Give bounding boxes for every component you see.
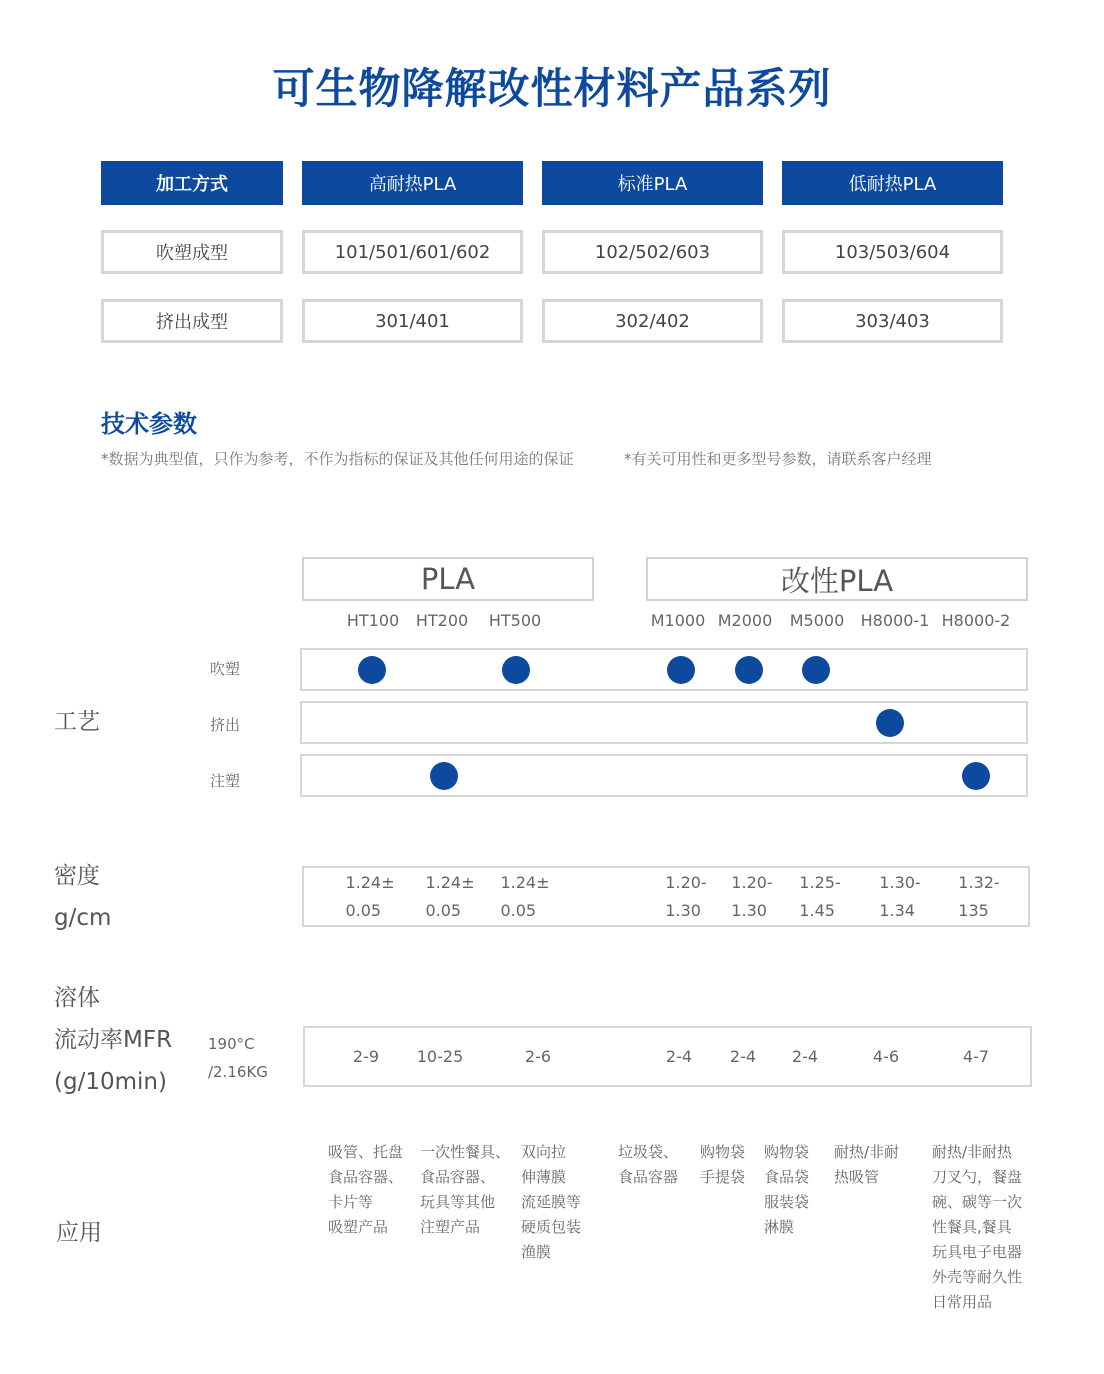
density-value [879, 869, 920, 925]
density-value-line: 1.45 [799, 901, 835, 920]
grid-row-label-blow: 吹塑成型 [101, 230, 283, 274]
grid-row-label-extrude: 挤出成型 [101, 299, 283, 343]
application-line: 购物袋 [764, 1143, 810, 1161]
application-line: 性餐具,餐具 [932, 1218, 1012, 1236]
process-mark-dot [667, 656, 695, 684]
density-value-line: 1.30 [731, 901, 767, 920]
density-unit: g/cm [54, 905, 112, 931]
application-line: 热吸管 [834, 1168, 880, 1186]
process-mark-dot [876, 709, 904, 737]
application-label: 应用 [56, 1220, 102, 1246]
application-line: 刀叉勺，餐盘 [932, 1168, 1023, 1186]
density-value-line: 1.32- [958, 873, 1000, 892]
product-name: HT200 [415, 611, 469, 630]
application-line: 外壳等耐久性 [932, 1268, 1023, 1286]
density-value-line: 0.05 [345, 901, 382, 920]
application-line: 耐热/非耐热 [932, 1143, 1013, 1161]
grid-cell: 303/403 [782, 299, 1003, 343]
process-row-label-inject: 注塑 [210, 772, 241, 790]
application-line: 卡片等 [328, 1193, 374, 1211]
grid-header-standard: 标准PLA [542, 161, 763, 205]
mfr-value: 2-4 [791, 1047, 819, 1066]
application-column [834, 1140, 899, 1190]
application-line: 渔膜 [521, 1243, 552, 1261]
application-line: 日常用品 [932, 1293, 993, 1311]
mfr-condition-temp: 190°C [208, 1035, 255, 1053]
process-row-inject [300, 754, 1028, 797]
grid-header-low-heat: 低耐热PLA [782, 161, 1003, 205]
density-value-line: 0.05 [500, 901, 537, 920]
application-line: 淋膜 [764, 1218, 795, 1236]
application-line: 垃圾袋、 [618, 1143, 679, 1161]
mfr-value: 4-6 [872, 1047, 900, 1066]
density-value [425, 869, 474, 925]
group-header-modified-pla: 改性PLA [646, 557, 1028, 601]
product-name: H8000-2 [941, 611, 1011, 630]
process-mark-dot [735, 656, 763, 684]
product-name: HT500 [488, 611, 542, 630]
grid-cell: 103/503/604 [782, 230, 1003, 274]
process-row-label-extrude: 挤出 [210, 716, 241, 734]
application-line: 食品容器 [618, 1168, 679, 1186]
grid-cell: 302/402 [542, 299, 763, 343]
density-value [958, 869, 999, 925]
application-line: 购物袋 [700, 1143, 746, 1161]
mfr-value: 10-25 [416, 1047, 464, 1066]
process-mark-dot [962, 762, 990, 790]
mfr-value: 2-4 [665, 1047, 693, 1066]
density-value-line: 1.24± [425, 873, 475, 892]
grid-cell: 102/502/603 [542, 230, 763, 274]
density-value [345, 869, 394, 925]
application-line: 伸薄膜 [521, 1168, 567, 1186]
density-value-line: 1.30- [879, 873, 921, 892]
grid-header-high-heat: 高耐热PLA [302, 161, 523, 205]
page-title: 可生物降解改性材料产品系列 [272, 64, 832, 113]
application-column [521, 1140, 581, 1265]
application-line: 吸塑产品 [328, 1218, 389, 1236]
application-line: 服装袋 [764, 1193, 810, 1211]
application-column [764, 1140, 809, 1240]
application-line: 食品袋 [764, 1168, 810, 1186]
product-name: HT100 [346, 611, 400, 630]
application-line: 双向拉 [521, 1143, 567, 1161]
density-label: 密度 [54, 863, 100, 889]
application-line: 碗、碳等一次 [932, 1193, 1023, 1211]
application-line: 一次性餐具、 [420, 1143, 511, 1161]
mfr-condition [208, 1030, 268, 1086]
process-mark-dot [430, 762, 458, 790]
mfr-value: 4-7 [962, 1047, 990, 1066]
tech-section-title: 技术参数 [101, 410, 197, 438]
process-mark-dot [802, 656, 830, 684]
product-name: M2000 [717, 611, 773, 630]
tech-note-typical: *数据为典型值，只作为参考，不作为指标的保证及其他任何用途的保证 [101, 450, 574, 468]
density-value-line: 1.25- [799, 873, 841, 892]
process-label: 工艺 [54, 709, 100, 735]
application-line: 硬质包装 [521, 1218, 582, 1236]
mfr-label-line2: 流动率MFR [54, 1027, 173, 1053]
application-line: 耐热/非耐 [834, 1143, 900, 1161]
density-value-line: 1.20- [731, 873, 773, 892]
density-value-line: 135 [958, 901, 989, 920]
application-column [328, 1140, 403, 1240]
product-name: M1000 [650, 611, 706, 630]
application-line: 注塑产品 [420, 1218, 481, 1236]
application-line: 玩具等其他 [420, 1193, 496, 1211]
application-column [932, 1140, 1022, 1315]
density-value-line: 1.24± [345, 873, 395, 892]
application-line: 食品容器、 [328, 1168, 404, 1186]
density-value [799, 869, 840, 925]
density-value [731, 869, 772, 925]
group-header-pla: PLA [302, 557, 594, 601]
mfr-label: 溶体 [54, 985, 100, 1011]
mfr-value: 2-4 [729, 1047, 757, 1066]
mfr-unit: (g/10min) [54, 1069, 167, 1095]
mfr-condition-load: /2.16KG [208, 1063, 268, 1081]
application-line: 手提袋 [700, 1168, 746, 1186]
application-line: 食品容器、 [420, 1168, 496, 1186]
mfr-value: 2-9 [352, 1047, 380, 1066]
density-value-line: 1.20- [665, 873, 707, 892]
process-mark-dot [358, 656, 386, 684]
mfr-value: 2-6 [524, 1047, 552, 1066]
process-mark-dot [502, 656, 530, 684]
density-value [665, 869, 706, 925]
application-column [420, 1140, 510, 1240]
grid-cell: 301/401 [302, 299, 523, 343]
process-row-extrude [300, 701, 1028, 744]
density-value-line: 1.30 [665, 901, 701, 920]
density-value [500, 869, 549, 925]
application-column [700, 1140, 745, 1190]
density-value-line: 1.24± [500, 873, 550, 892]
product-name: H8000-1 [860, 611, 930, 630]
process-row-label-blow: 吹塑 [210, 660, 241, 678]
tech-note-contact: *有关可用性和更多型号参数，请联系客户经理 [624, 450, 932, 468]
application-column [618, 1140, 678, 1190]
grid-header-process: 加工方式 [101, 161, 283, 205]
grid-cell: 101/501/601/602 [302, 230, 523, 274]
density-value-line: 0.05 [425, 901, 462, 920]
density-value-line: 1.34 [879, 901, 915, 920]
application-line: 吸管、托盘 [328, 1143, 404, 1161]
application-line: 流延膜等 [521, 1193, 582, 1211]
process-row-blow [300, 648, 1028, 691]
product-name: M5000 [789, 611, 845, 630]
application-line: 玩具电子电器 [932, 1243, 1023, 1261]
